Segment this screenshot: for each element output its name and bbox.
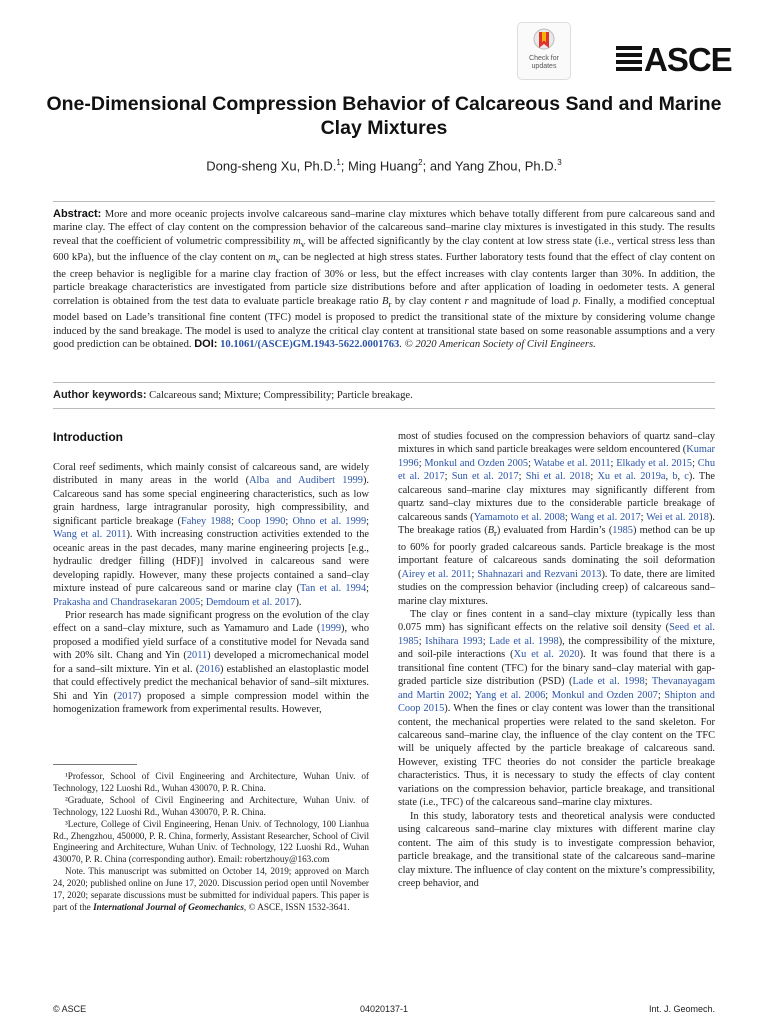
abstract <box>53 208 715 351</box>
asce-emblem-icon <box>616 43 642 77</box>
text: ; <box>640 511 647 523</box>
abstract-text: More and more oceanic projects involve calcareous sand–marine clay mixtures which behave totally different from pure calcareous sand and marine clay. The effect of clay content on the compression behavior of the calcareous sand–marine clay mixtures is investigated in this study. The results reveal that the coefficient of volumetric compressibility <box>53 209 715 247</box>
paper-title: One-Dimensional Compression Behavior of Calcareous Sand and Marine Clay Mixtures <box>46 93 722 139</box>
author-name[interactable]: Dong-sheng Xu, Ph.D. <box>206 158 337 174</box>
citation-link[interactable]: Yang et al. 2006 <box>474 689 546 701</box>
text: , © ASCE, ISSN 1532-3641. <box>243 901 350 912</box>
citation-link[interactable]: Shipton and Coop 2015 <box>398 689 715 715</box>
text: Coral reef sediments, which mainly consist of calcareous sand, are widely distributed in many areas in the world ( <box>53 462 369 487</box>
math-subscript: v <box>275 255 281 266</box>
abstract-text: and magnitude of load <box>468 295 573 307</box>
text: most of studies focused on the compression behaviors of quartz sand–clay mixtures in which sand particle breakages were seldom encountered ( <box>398 431 715 456</box>
math-symbol: r <box>464 295 469 307</box>
math-symbol: B <box>382 295 389 307</box>
citation-link[interactable]: Demdoum et al. 2017 <box>205 596 296 608</box>
math-subscript: r <box>388 298 392 309</box>
footnote: ³Lecture, College of Civil Engineering, Henan Univ. of Technology, 100 Lianhua Rd., Zhengzhou, 450000, P. R. China, formerly, Assistant Researcher, School of Civil Engineering and Architecture, Wuhan Univ. of Technology, 122 Luoshi Rd., Wuhan 430070, P. R. China (corresponding author). Email: robertzhouy@163.com <box>53 818 369 865</box>
citation-link[interactable]: Prakasha and Chandrasekaran 2005 <box>53 596 201 608</box>
paragraph <box>398 608 715 810</box>
text: ). It was found that there is a transitional fine content (TFC) for the binary sand–clay material with gap-graded particle size distribution (PSD) ( <box>398 649 716 688</box>
abstract-label: Abstract: <box>53 208 102 220</box>
abstract-text: . Finally, a modified conceptual model based on Lade’s transitional fine content (TFC) model is proposed to predict the transitional state of the mixture by considering volume change induced by the sand breakage. The model is used to analyze the critical clay content at transitional state based on some reasonable assumptions and a very good prediction can be obtained. <box>53 295 715 350</box>
citation-link[interactable]: Xu et al. 2020 <box>513 649 580 661</box>
text: ; <box>468 689 475 701</box>
citation-link[interactable]: Ohno et al. 1999 <box>292 515 367 527</box>
citation-link[interactable]: Wei et al. 2018 <box>646 511 709 523</box>
paragraph <box>53 461 369 609</box>
divider <box>53 201 715 202</box>
text: ). The calcareous sand–marine clay mixtures may significantly different from quartz sand–clay mixtures due to the considerable particle breakage of calcareous sands ( <box>398 471 716 523</box>
text: ; <box>482 635 490 647</box>
footer-article-number: 04020137-1 <box>359 1004 409 1014</box>
affiliation-mark: 1 <box>336 158 341 167</box>
text: ; <box>564 511 571 523</box>
text: ; <box>366 515 369 527</box>
citation-link[interactable]: Ishihara 1993 <box>425 635 483 647</box>
abstract-text: by clay content <box>391 295 465 307</box>
math-symbol: m <box>268 252 276 264</box>
text: ; <box>692 457 698 469</box>
text: ; <box>644 676 652 688</box>
text: ; <box>231 515 239 527</box>
citation-link[interactable]: Sun et al. 2017 <box>451 471 519 483</box>
affiliation-mark: 2 <box>418 158 423 167</box>
paragraph <box>398 430 715 608</box>
text: ), the compressibility of the mixture, and soil-pile interactions ( <box>398 635 715 661</box>
citation-link[interactable]: Shi et al. 2018 <box>525 471 591 483</box>
section-heading: Introduction <box>53 430 123 444</box>
citation-link[interactable]: 2011 <box>186 650 208 662</box>
text: ). To date, there are limited studies on the compression behavior (including creep) of calcareous sand–marine clay mixtures. <box>398 568 715 607</box>
citation-link[interactable]: Watabe et al. 2011 <box>533 457 611 469</box>
citation-link[interactable]: Monkul and Ozden 2007 <box>551 689 658 701</box>
author-keywords <box>53 389 715 401</box>
text: ). The breakage ratios ( <box>398 511 715 537</box>
right-column <box>398 430 715 890</box>
citation-link[interactable]: Alba and Audibert 1999 <box>249 475 363 487</box>
author-name[interactable]: Ming Huang <box>348 158 419 174</box>
text: ). <box>295 596 302 608</box>
text: ; <box>545 689 552 701</box>
citation-link[interactable]: Xu et al. 2019a <box>597 471 666 483</box>
text: ; <box>200 596 206 608</box>
citation-link[interactable]: Chu et al. 2017 <box>398 457 715 483</box>
asce-logo-text: ASCE <box>644 41 732 78</box>
footnote-divider <box>53 764 137 765</box>
text: ; <box>444 471 452 483</box>
citation-link[interactable]: Fahey 1988 <box>180 515 232 527</box>
text: ). When the fines or clay content was lower than the transitional content, the mechanical properties were related to the sand skeleton. For calcareous sand–marine clay, the influence of the clay content on the TFC will be uniquely affected by the particle breakage of calcareous sand. However, existing TFC theories do not consider the particle breakage characteristics. Thus, it is necessary to study the effects of clay content variations on the compression behavior, particle breakage, and transitional state (i.e., TFC) of the calcareous sand–marine clay mixtures. <box>398 703 715 809</box>
paragraph: In this study, laboratory tests and theoretical analysis were conducted using calcareous sand–marine clay mixtures with different marine clay content. The aim of this study is to investigate compression behavior, particle breakage, and the transitional state of the calcareous sand–marine clay mixture. The influence of clay content on the mixture’s compressibility, creep behavior, and <box>398 810 715 890</box>
author-separator: ; <box>340 158 349 174</box>
doi-label: DOI: <box>194 337 218 350</box>
text: ; <box>471 568 478 580</box>
citation-link[interactable]: Wang et al. 2017 <box>570 511 641 523</box>
citation-link[interactable]: 2017 <box>117 690 138 702</box>
abstract-text: can be neglected at high stress states. Further laboratory tests found that the effect of clay content on the creep behavior is negligible for a marine clay fraction of 30% or less, but the effect increases with clay contents larger than 30%. In addition, the particle breakage characteristics are investigated from particle size distributions before and after application of loading in oedometer tests. A general correlation is obtained from the test data to evaluate particle breakage ratio <box>53 252 715 307</box>
text: ) established an elastoplastic model that could effectively predict the mechanical behavior of sand–silt mixtures. Shi and Yin ( <box>53 663 370 702</box>
text: ; <box>610 457 617 469</box>
doi-link[interactable]: 10.1061/(ASCE)GM.1943-5622.0001763 <box>220 338 400 350</box>
math-symbol: p <box>572 295 578 307</box>
text: ; <box>285 515 293 527</box>
citation-link[interactable]: Shahnazari and Rezvani 2013 <box>477 568 602 580</box>
citation-link[interactable]: Lade et al. 1998 <box>572 676 645 688</box>
footnote-note <box>53 866 369 914</box>
check-for-updates-label: Check for updates <box>529 55 559 70</box>
math-symbol: m <box>293 235 301 247</box>
divider <box>53 382 715 383</box>
text: ; <box>366 583 369 595</box>
check-for-updates-badge[interactable] <box>517 22 571 80</box>
footnote: ²Graduate, School of Civil Engineering and Architecture, Wuhan Univ. of Technology, 122 Luoshi Rd., Wuhan 430070, P. R. China. <box>53 794 369 817</box>
citation-link[interactable]: Elkady et al. 2015 <box>616 457 693 469</box>
text: ; <box>528 457 534 469</box>
citation-link[interactable]: Thevanayagam and Martin 2002 <box>398 676 716 701</box>
citation-link[interactable]: b <box>672 471 678 483</box>
citation-link[interactable]: 1985 <box>612 525 633 537</box>
footnote: ¹Professor, School of Civil Engineering and Architecture, Wuhan Univ. of Technology, 122 Luoshi Rd., Wuhan 430070, P. R. China. <box>53 771 369 793</box>
abstract-text: will be affected significantly by the clay content at low stress state (i.e., vertical stress less than 600 kPa), but the influence of the clay content on <box>53 235 715 264</box>
citation-link[interactable]: Wang et al. 2011 <box>53 529 127 541</box>
text: The clay or fines content in a sand–clay mixture (typically less than 0.075 mm) has significant effects on the relative soil density ( <box>398 608 715 634</box>
text: , <box>665 471 673 483</box>
footer-journal: Int. J. Geomech. <box>648 1004 715 1014</box>
text: ) proposed a simple compression model within the homogenization framework from experimental results. However, <box>53 690 369 716</box>
asce-logo <box>616 42 732 78</box>
citation-link[interactable]: Monkul and Ozden 2005 <box>424 457 529 469</box>
text: ; <box>590 471 598 483</box>
math-symbol: B <box>487 525 495 537</box>
divider <box>53 408 715 409</box>
math-subscript: v <box>300 238 306 249</box>
journal-name: International Journal of Geomechanics <box>93 901 244 912</box>
citation-link[interactable]: Lade et al. 1998 <box>489 635 559 647</box>
text: ) method can be up to 60% for poorly graded calcareous sands. Particle breakage is the most important feature of calcareous sands dominating the soil deformation ( <box>398 525 716 580</box>
keywords-text: Calcareous sand; Mixture; Compressibility; Particle breakage. <box>149 390 413 401</box>
footnotes <box>53 771 369 914</box>
citation-link[interactable]: Tan et al. 1994 <box>299 583 367 595</box>
citation-link[interactable]: Kumar 1996 <box>398 444 715 469</box>
text: ) developed a micromechanical model for a sand–silt mixture. Yin et al. ( <box>53 650 370 675</box>
text: ) evaluated from Hardin’s ( <box>496 525 613 537</box>
citation-link[interactable]: Seed et al. 1985 <box>398 622 715 647</box>
text: Prior research has made significant progress on the evolution of the clay effect on a sand–clay mixture, such as Yamamuro and Lade ( <box>53 609 369 635</box>
citation-link[interactable]: c <box>684 471 689 483</box>
left-column <box>53 461 369 717</box>
citation-link[interactable]: 2016 <box>199 663 220 675</box>
citation-link[interactable]: Yamamoto et al. 2008 <box>473 511 565 523</box>
text: ; <box>418 457 425 469</box>
text: ; <box>657 689 665 701</box>
author-list <box>40 158 728 173</box>
text: ; <box>418 635 426 647</box>
citation-link[interactable]: Airey et al. 2011 <box>401 568 472 580</box>
text: ), who proposed a modified yield surface of a constitutive model for Nevada sand with 20% silt. Chang and Yin ( <box>53 623 369 662</box>
author-separator: ; and <box>422 158 455 174</box>
paragraph <box>53 609 369 717</box>
text: Note. This manuscript was submitted on October 14, 2019; approved on March 24, 2020; published online on June 17, 2020. Discussion period open until November 17, 2020; separate discussions must be submitted for individual papers. This paper is part of the <box>53 866 369 912</box>
keywords-label: Author keywords: <box>53 389 147 401</box>
author-name[interactable]: Yang Zhou, Ph.D. <box>454 158 558 174</box>
footer-copyright: © ASCE <box>53 1004 87 1014</box>
bookmark-ribbon-icon <box>533 28 555 54</box>
citation-link[interactable]: 1999 <box>320 623 342 635</box>
copyright-notice: . © 2020 American Society of Civil Engineers. <box>399 338 596 350</box>
citation-link[interactable]: Coop 1990 <box>238 515 286 527</box>
math-subscript: r <box>494 528 497 539</box>
text: ). Calcareous sand has some special engineering characteristics, such as low grain hardness, large intragranular porosity, high compressibility, and significant particle breakage ( <box>53 475 370 527</box>
text: ). With increasing construction activities extended to the oceanic areas in the past decades, many marine engineering projects [e.g., hydraulic dredger filling (HDF)] involved in calcareous sand were developing rapidly. However, many these projects contained a sand–clay mixture instead of pure calcareous sand or marine clay ( <box>53 529 369 595</box>
text: , <box>677 471 685 483</box>
affiliation-mark: 3 <box>557 158 562 167</box>
text: ; <box>518 471 526 483</box>
